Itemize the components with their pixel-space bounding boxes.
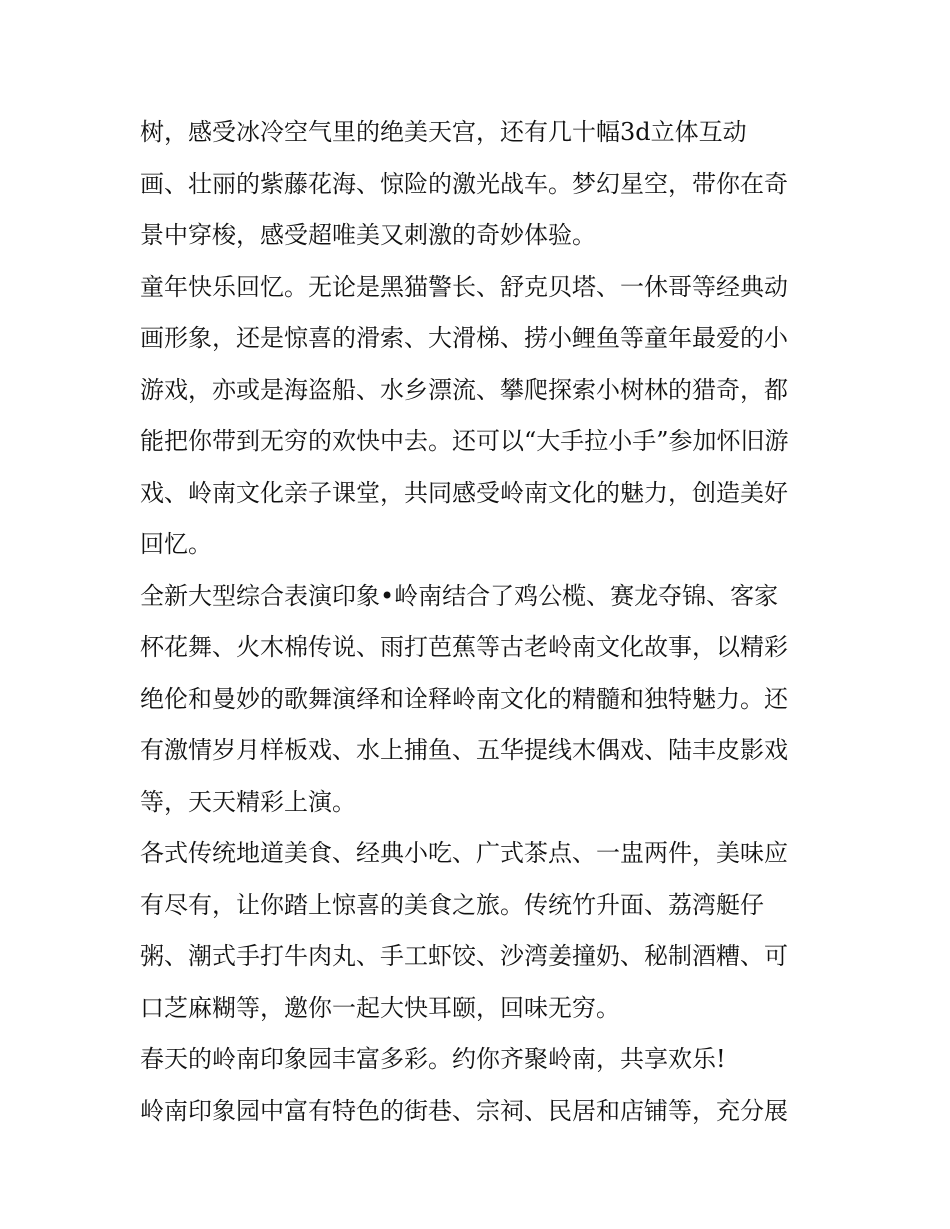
text-line: 春天的岭南印象园丰富多彩。约你齐聚岭南，共享欢乐! — [140, 1045, 726, 1073]
document-body — [140, 107, 812, 1137]
text-line: 口芝麻糊等，邀你一起大快耳颐，回味无穷。 — [140, 993, 620, 1022]
text-line: 童年快乐回忆。无论是黑猫警长、舒克贝塔、一休哥等经典动 — [140, 272, 788, 301]
paragraph-dream-starry-sky — [140, 107, 812, 262]
paragraph-streets — [140, 1086, 812, 1138]
text-line: 岭南印象园中富有特色的街巷、宗祠、民居和店铺等，充分展 — [140, 1096, 788, 1125]
text-line: 回忆。 — [140, 530, 212, 558]
text-line: 能把你带到无穷的欢快中去。还可以“大手拉小手”参加怀旧游 — [140, 427, 789, 455]
text-line: 杯花舞、火木棉传说、雨打芭蕉等古老岭南文化故事，以精彩 — [140, 633, 788, 661]
paragraph-food — [140, 828, 812, 1034]
text-line: 树，感受冰冷空气里的绝美天宫，还有几十幅3d立体互动 — [140, 118, 747, 146]
text-line: 全新大型综合表演印象•岭南结合了鸡公榄、赛龙夺锦、客家 — [140, 581, 779, 610]
text-line: 粥、潮式手打牛肉丸、手工虾饺、沙湾姜撞奶、秘制酒糟、可 — [140, 942, 788, 970]
text-line: 景中穿梭，感受超唯美又刺激的奇妙体验。 — [140, 221, 596, 249]
paragraph-childhood-memories — [140, 262, 812, 571]
text-line: 游戏，亦或是海盗船、水乡漂流、攀爬探索小树林的猎奇，都 — [140, 375, 788, 404]
text-line: 各式传统地道美食、经典小吃、广式茶点、一盅两件，美味应 — [140, 839, 788, 867]
text-line: 有激情岁月样板戏、水上捕鱼、五华提线木偶戏、陆丰皮影戏 — [140, 736, 788, 764]
paragraph-spring-invitation — [140, 1034, 812, 1086]
text-line: 画形象，还是惊喜的滑索、大滑梯、捞小鲤鱼等童年最爱的小 — [140, 324, 788, 352]
text-line: 绝伦和曼妙的歌舞演绎和诠释岭南文化的精髓和独特魅力。还 — [140, 684, 788, 713]
paragraph-performance — [140, 571, 812, 829]
text-line: 戏、岭南文化亲子课堂，共同感受岭南文化的魅力，创造美好 — [140, 478, 788, 507]
text-line: 画、壮丽的紫藤花海、惊险的激光战车。梦幻星空，带你在奇 — [140, 169, 788, 198]
text-line: 等，天天精彩上演。 — [140, 787, 356, 816]
text-line: 有尽有，让你踏上惊喜的美食之旅。传统竹升面、荔湾艇仔 — [140, 890, 764, 919]
